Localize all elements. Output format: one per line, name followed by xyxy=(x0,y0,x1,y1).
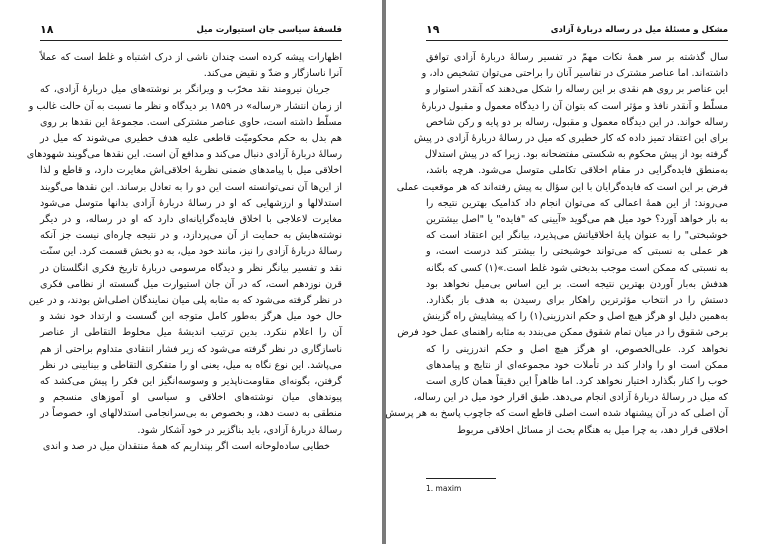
text-line: برای این اعتقاد تمیز داده که کار خطیری که میل در رسالهٔ دربارهٔ آزادی در پیش xyxy=(413,133,728,145)
text-line: رسالهٔ دربارهٔ آزادی، باید بناگزیر در خود آشکار شود. xyxy=(137,424,342,436)
text-line: خوشبختی" را به عنوان پایهٔ اخلاقیاتش می‌پذیرد، بیانگر این اعتقاد است که xyxy=(426,230,728,242)
text-line: در نظر گرفته می‌شود که به مثابه پلی میان نمایندگان اصلی‌اش بودند، و در عین xyxy=(28,295,342,307)
text-line: رساله خواند. در این دیدگاه معمول و مقبول، رساله بر دو پایه و رکن شاخص xyxy=(426,116,728,128)
text-line: قرن نوزدهم است، که در آن جان استیوارت میل گسسته از نظامی فکری xyxy=(40,278,342,290)
text-line: اخلاقی میل با پیامدهای ضمنی نظریهٔ اخلاقی‌اش مغایرت دارد، و قاطع و لذا xyxy=(40,165,342,177)
text-line: خطایی ساده‌لوحانه است اگر بپنداریم که همهٔ منتقدان میل در صد و اندی xyxy=(42,440,330,452)
right-page-header xyxy=(426,20,728,41)
left-page-header xyxy=(40,20,342,41)
text-line: آن اصلی که در آن پیشنهاد شده است اصلی قاطع است که جاچوب پاسخ به هر پرسش xyxy=(385,408,728,420)
left-page xyxy=(0,0,382,544)
footnote: 1. maxim xyxy=(426,484,462,493)
text-line: این عناصر بر روی هم نقدی بر این رساله را شکل می‌دهند که آنقدر استوار و xyxy=(425,84,728,96)
text-line: می‌روند: از این همهٔ اعمالی که می‌توان انجام داد کدامیک بهترین نتیجه را xyxy=(426,197,728,209)
running-title: فلسفهٔ سیاسی جان استیوارت میل xyxy=(196,25,342,35)
right-page-body xyxy=(385,50,728,439)
text-line: آنرا ناسازگار و ضدّ و نقیض می‌کند. xyxy=(203,68,342,80)
text-line: می‌پاشد. این نوع نگاه به میل، یعنی او را متفکری التقاطی و بینابینی در نظر xyxy=(40,359,342,371)
left-page-body xyxy=(26,50,342,455)
text-line: مسلّط داشته است، حاوی عناصر مشترکی است. مجموعهٔ این نقدها بر روی xyxy=(40,116,342,128)
text-line: آن را اعلام ننکرد. بدین ترتیب اندیشهٔ میل مخلوط التقاطی از عناصر xyxy=(40,327,342,339)
text-line: نوشته‌هایش به حمایت از آن می‌پردازد، و در نتیجه چاره‌ای نیست جز آنکه xyxy=(40,230,342,242)
text-line: استدلالها و ارزشهایی که او در رسالهٔ دربارهٔ آزادی بدانها متوسل می‌شود xyxy=(40,197,342,209)
text-line: به نسبتی که ممکن است موجب بدبختی شود غلط است.»(۱) کسی که بگانه xyxy=(426,262,728,274)
text-line: از این‌ها آن نمی‌توانسته است این دو را به تعادل برساند. این نقدها می‌گویند xyxy=(40,181,342,193)
text-line: گرفتن، بگونه‌ای مقاومت‌ناپذیر و وسوسه‌انگیز این فکر را پیش می‌کشد که xyxy=(40,376,342,388)
text-line: برخی شقوق را در میان تمام شقوق ممکن می‌بندد به مثابه راهنمای عمل خود فرض xyxy=(397,327,728,339)
text-line: به‌منطق فایده‌گرایی در مقام اخلاقی تکاملی متوسل می‌شود. هرچه باشد، xyxy=(426,165,728,177)
text-line: ناسازگاری در نظر گرفته می‌شود که زیر فشار انتقادی متداوم براحتی از هم xyxy=(40,343,342,355)
right-page xyxy=(386,0,768,544)
text-line: هر عملی به نسبتی که می‌تواند خوشبختی را بیشتر کند درست است، و xyxy=(426,246,728,258)
text-line: از زمان انتشار «رساله» در ۱۸۵۹ بر دیدگاه و نظر ما نسبت به آن حالت غالب و xyxy=(28,100,342,112)
text-line: رسالهٔ دربارهٔ آزادی را نیز، مانند خود میل، به دو بخش قسمت کرد. این سنّت xyxy=(40,246,342,258)
text-line: به‌همین دلیل او هرگز هیچ اصل و حکم اندرزینی(۱) را که پیشاپیش راه گزینش xyxy=(422,311,728,323)
text-line: مغایرت لاعلاجی با اخلاق فایده‌گرایانه‌ای دارد که او در رساله، و در دیگر xyxy=(40,214,342,226)
text-line: منطقی به دست دهد، و بخصوص به بی‌سرانجامی استدلالهای او، خصوصاً در xyxy=(40,408,342,420)
text-line: فرض بر این است که فایده‌گرایان با این سؤال به پیش رفته‌اند که هر موقعیت عملی xyxy=(396,181,728,193)
text-line: نقد و تفسیر بیانگر نظر و دیدگاه مرسومی دربارهٔ تاریخ فکری انگلستان در xyxy=(40,262,342,274)
running-title: مشکل و مسئلهٔ میل در رساله دربارهٔ آزادی xyxy=(550,25,728,35)
text-line: داشته‌اند. اما عناصر مشترک در تفاسیر آنان را براحتی می‌توان تشخیص داد، و xyxy=(421,68,728,80)
text-line: که میل در رسالهٔ دربارهٔ آزادی انجام می‌دهد. طبق اقرار خود میل در این رساله، xyxy=(413,392,728,404)
text-line: اظهارات پیشه کرده است چندان ناشی از درک اشتباه و غلط است که عملاً xyxy=(40,52,342,63)
text-line: جریان نیرومند نقد مخرّب و ویرانگر بر نوشته‌های میل دربارهٔ آزادی، که xyxy=(40,84,330,96)
text-line: اخلاقی قرار دهد، به چرا میل به هنگام بحث از مسائل اخلاقی مربوط xyxy=(456,424,728,436)
text-line: گرفته بود از پیش محکوم به شکستی مفتضحانه بود. زیرا که در پیش استدلال xyxy=(424,149,728,161)
text-line: به بار خواهد آورد؟ خود میل هم می‌گوید «آیینی که "فایده" یا "اصل بیشترین xyxy=(426,214,728,226)
text-line: پیوندهای میان نوشته‌های اخلاقی و سیاسی او آموزهای منسجم و xyxy=(40,392,342,404)
text-line: خوب را کنار بگذارد اختیار نخواهد کرد. اما ظاهراً این دقیقاً همان کاری است xyxy=(426,376,728,388)
page-number: ۱۹ xyxy=(426,23,440,36)
text-line: ممکن است او را وادار کند در تأملات خود مجموعه‌ای از نتایج و پیامدهای xyxy=(426,359,728,371)
text-line: نخواهد کرد. علی‌الخصوص، او هرگز هیچ اصل و حکم اندرزینی را که xyxy=(426,343,728,355)
text-line: هدفش به‌بار آوردن بهترین نتیجه است. بر این اساس بی‌میل نخواهد بود xyxy=(426,278,728,290)
text-line: سال گذشته بر سر همهٔ نکات مهمّ در تفسیر رسالهٔ دربارهٔ آزادی توافق xyxy=(426,52,728,63)
footnote-rule xyxy=(426,478,496,479)
text-line: حال خود میل هرگز به‌طور کامل متوجه این گسست و ارتداد خود نشد و xyxy=(40,311,342,323)
text-line: دستش را در انتخاب مؤثرترین راهکار برای رسیدن به هدف باز بگذارد. xyxy=(426,295,728,307)
text-line: رسالهٔ دربارهٔ آزادی دنبال می‌کند و مدافع آن است. این نقدها می‌گویند شهودهای xyxy=(26,149,342,161)
page-number: ۱۸ xyxy=(40,23,54,36)
text-line: هم بدل به حکم محکومیّت قاطعی علیه هدف خطیری می‌شوند که میل در xyxy=(40,133,342,145)
text-line: مسلّط و آنقدر نافذ و مؤثر است که بتوان آن را دیدگاه معمول و مقبول دربارهٔ xyxy=(421,100,728,112)
